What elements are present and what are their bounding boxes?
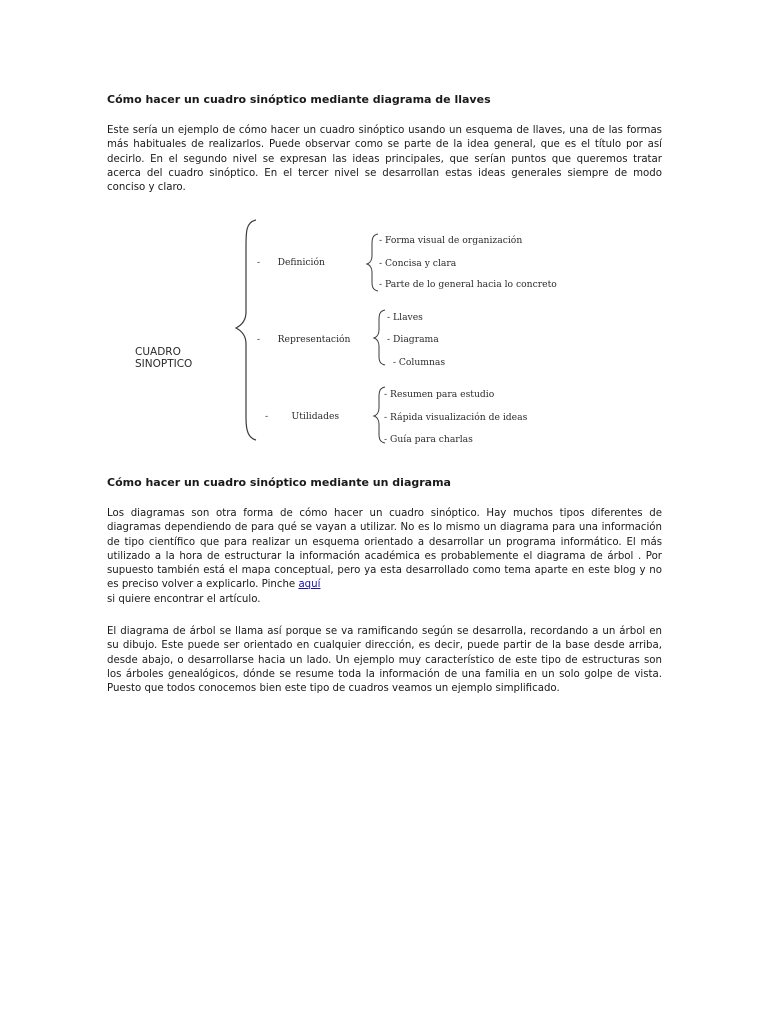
diagram-root-line1: CUADRO bbox=[135, 346, 181, 358]
diagram-braces bbox=[120, 212, 600, 448]
branch-label-definicion: - Definición bbox=[257, 257, 325, 268]
synoptic-diagram bbox=[120, 212, 600, 448]
section2-title: Cómo hacer un cuadro sinóptico mediante un diagrama bbox=[107, 476, 451, 489]
section2-paragraph1-tail: si quiere encontrar el artículo. bbox=[107, 593, 261, 605]
section2-paragraph2: El diagrama de árbol se llama así porque se va ramificando según se desarrolla, recordando a un árbol en su dibujo. Este puede ser orientado en cualquier dirección, es decir, puede partir de la base desde arriba, desde abajo, o desarrollarse hacia un lado. Un ejemplo muy característico de este tipo de estructuras son los árboles genealógicos, dónde se resume toda la información de una familia en un solo golpe de vista. Puesto que todos conocemos bien este tipo de cuadros veamos un ejemplo simplificado. bbox=[107, 626, 662, 695]
branch2-item: - Columnas bbox=[387, 357, 446, 368]
section2-paragraph1 bbox=[107, 507, 662, 607]
branch1-item: - Parte de lo general hacia lo concreto bbox=[379, 279, 557, 290]
branch2-item: - Diagrama bbox=[387, 334, 439, 345]
diagram-root bbox=[135, 346, 192, 370]
aqui-link[interactable]: aquí bbox=[298, 579, 321, 591]
diagram-root-line2: SINOPTICO bbox=[135, 358, 193, 370]
branch1-item: - Concisa y clara bbox=[379, 258, 457, 269]
branch3-item: - Guía para charlas bbox=[384, 434, 473, 445]
branch2-brace bbox=[374, 310, 385, 365]
section2-paragraph1-text: Los diagramas son otra forma de cómo hacer un cuadro sinóptico. Hay muchos tipos diferentes de diagramas dependiendo de para qué se vayan a utilizar. No es lo mismo un diagrama para una información de tipo científico que para realizar un esquema orientado a desarrollar un programa informático. El más utilizado a la hora de estructurar la información académica es probablemente el diagrama de árbol . Por supuesto también está el mapa conceptual, pero ya esta desarrollado como tema aparte en este blog y no es preciso volver a explicarlo. Pinche bbox=[107, 508, 662, 591]
branch-label-representacion: - Representación bbox=[257, 334, 351, 345]
branch2-item: - Llaves bbox=[387, 312, 423, 323]
section1-title: Cómo hacer un cuadro sinóptico mediante diagrama de llaves bbox=[107, 93, 491, 106]
branch3-item: - Rápida visualización de ideas bbox=[384, 412, 528, 423]
branch1-brace bbox=[367, 234, 378, 291]
branch-label-utilidades: - Utilidades bbox=[265, 411, 340, 422]
branch1-item: - Forma visual de organización bbox=[379, 235, 523, 246]
branch3-item: - Resumen para estudio bbox=[384, 389, 495, 400]
section1-paragraph: Este sería un ejemplo de cómo hacer un cuadro sinóptico usando un esquema de llaves, una de las formas más habituales de realizarlos. Puede observar como se parte de la idea general, que es el título por así decirlo. En el segundo nivel se expresan las ideas principales, que serían puntos que queremos tratar acerca del cuadro sinóptico. En el tercer nivel se desarrollan estas ideas generales siempre de modo conciso y claro. bbox=[107, 125, 662, 194]
root-brace bbox=[236, 220, 256, 440]
